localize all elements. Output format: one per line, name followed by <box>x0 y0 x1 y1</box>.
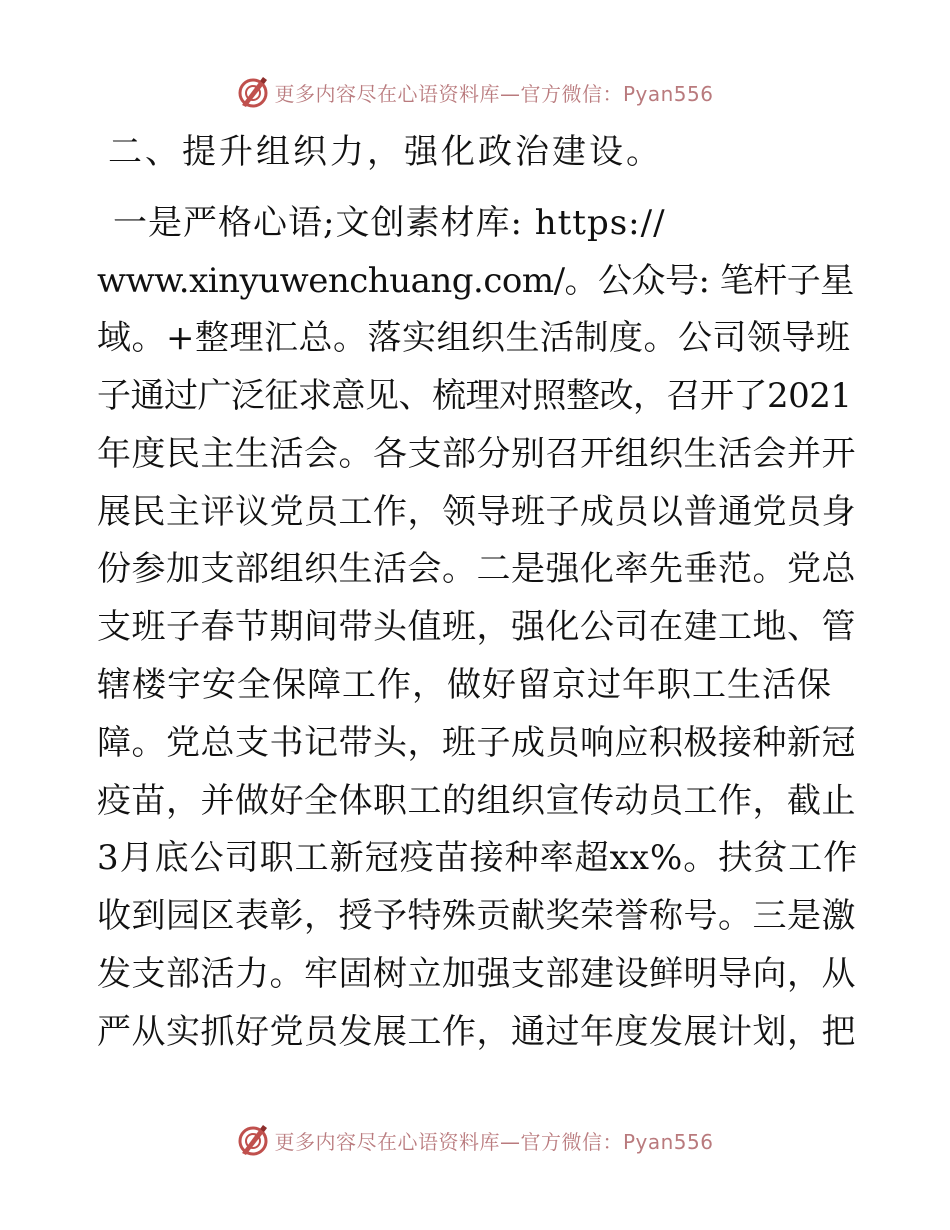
body-line: 域。+整理汇总。落实组织生活制度。公司领导班 <box>97 318 851 358</box>
body-line: www.xinyuwenchuang.com/。公众号: 笔杆子星 <box>97 261 854 301</box>
body-line: 疫苗，并做好全体职工的组织宣传动员工作，截止 <box>97 781 856 821</box>
body-line: 辖楼宇安全保障工作，做好留京过年职工生活保 <box>97 665 832 705</box>
header-watermark-text: 更多内容尽在心语资料库—官方微信：Pyan556 <box>274 81 714 106</box>
footer-watermark-text: 更多内容尽在心语资料库—官方微信：Pyan556 <box>274 1129 714 1154</box>
body-line: 收到园区表彰，授予特殊贡献奖荣誉称号。三是激 <box>97 896 856 936</box>
section-heading: 二、提升组织力，强化政治建设。 <box>108 132 663 172</box>
body-line: 一是严格心语;文创素材库: https:// <box>113 203 666 243</box>
pen-logo-icon <box>236 1123 270 1157</box>
body-line: 3月底公司职工新冠疫苗接种率超xx%。扶贫工作 <box>97 838 859 878</box>
body-line: 障。党总支书记带头，班子成员响应积极接种新冠 <box>97 723 856 763</box>
header-watermark-banner <box>0 72 950 112</box>
body-line: 支班子春节期间带头值班，强化公司在建工地、管 <box>97 607 856 647</box>
body-line: 份参加支部组织生活会。二是强化率先垂范。党总 <box>97 549 856 589</box>
body-line: 发支部活力。牢固树立加强支部建设鲜明导向，从 <box>97 954 856 994</box>
footer-watermark-banner <box>0 1120 950 1160</box>
body-line: 严从实抓好党员发展工作，通过年度发展计划，把 <box>97 1012 856 1052</box>
body-line: 子通过广泛征求意见、梳理对照整改，召开了2021 <box>97 376 852 416</box>
pen-logo-icon <box>236 75 270 109</box>
body-line: 年度民主生活会。各支部分别召开组织生活会并开 <box>97 434 856 474</box>
body-line: 展民主评议党员工作，领导班子成员以普通党员身 <box>97 492 856 532</box>
